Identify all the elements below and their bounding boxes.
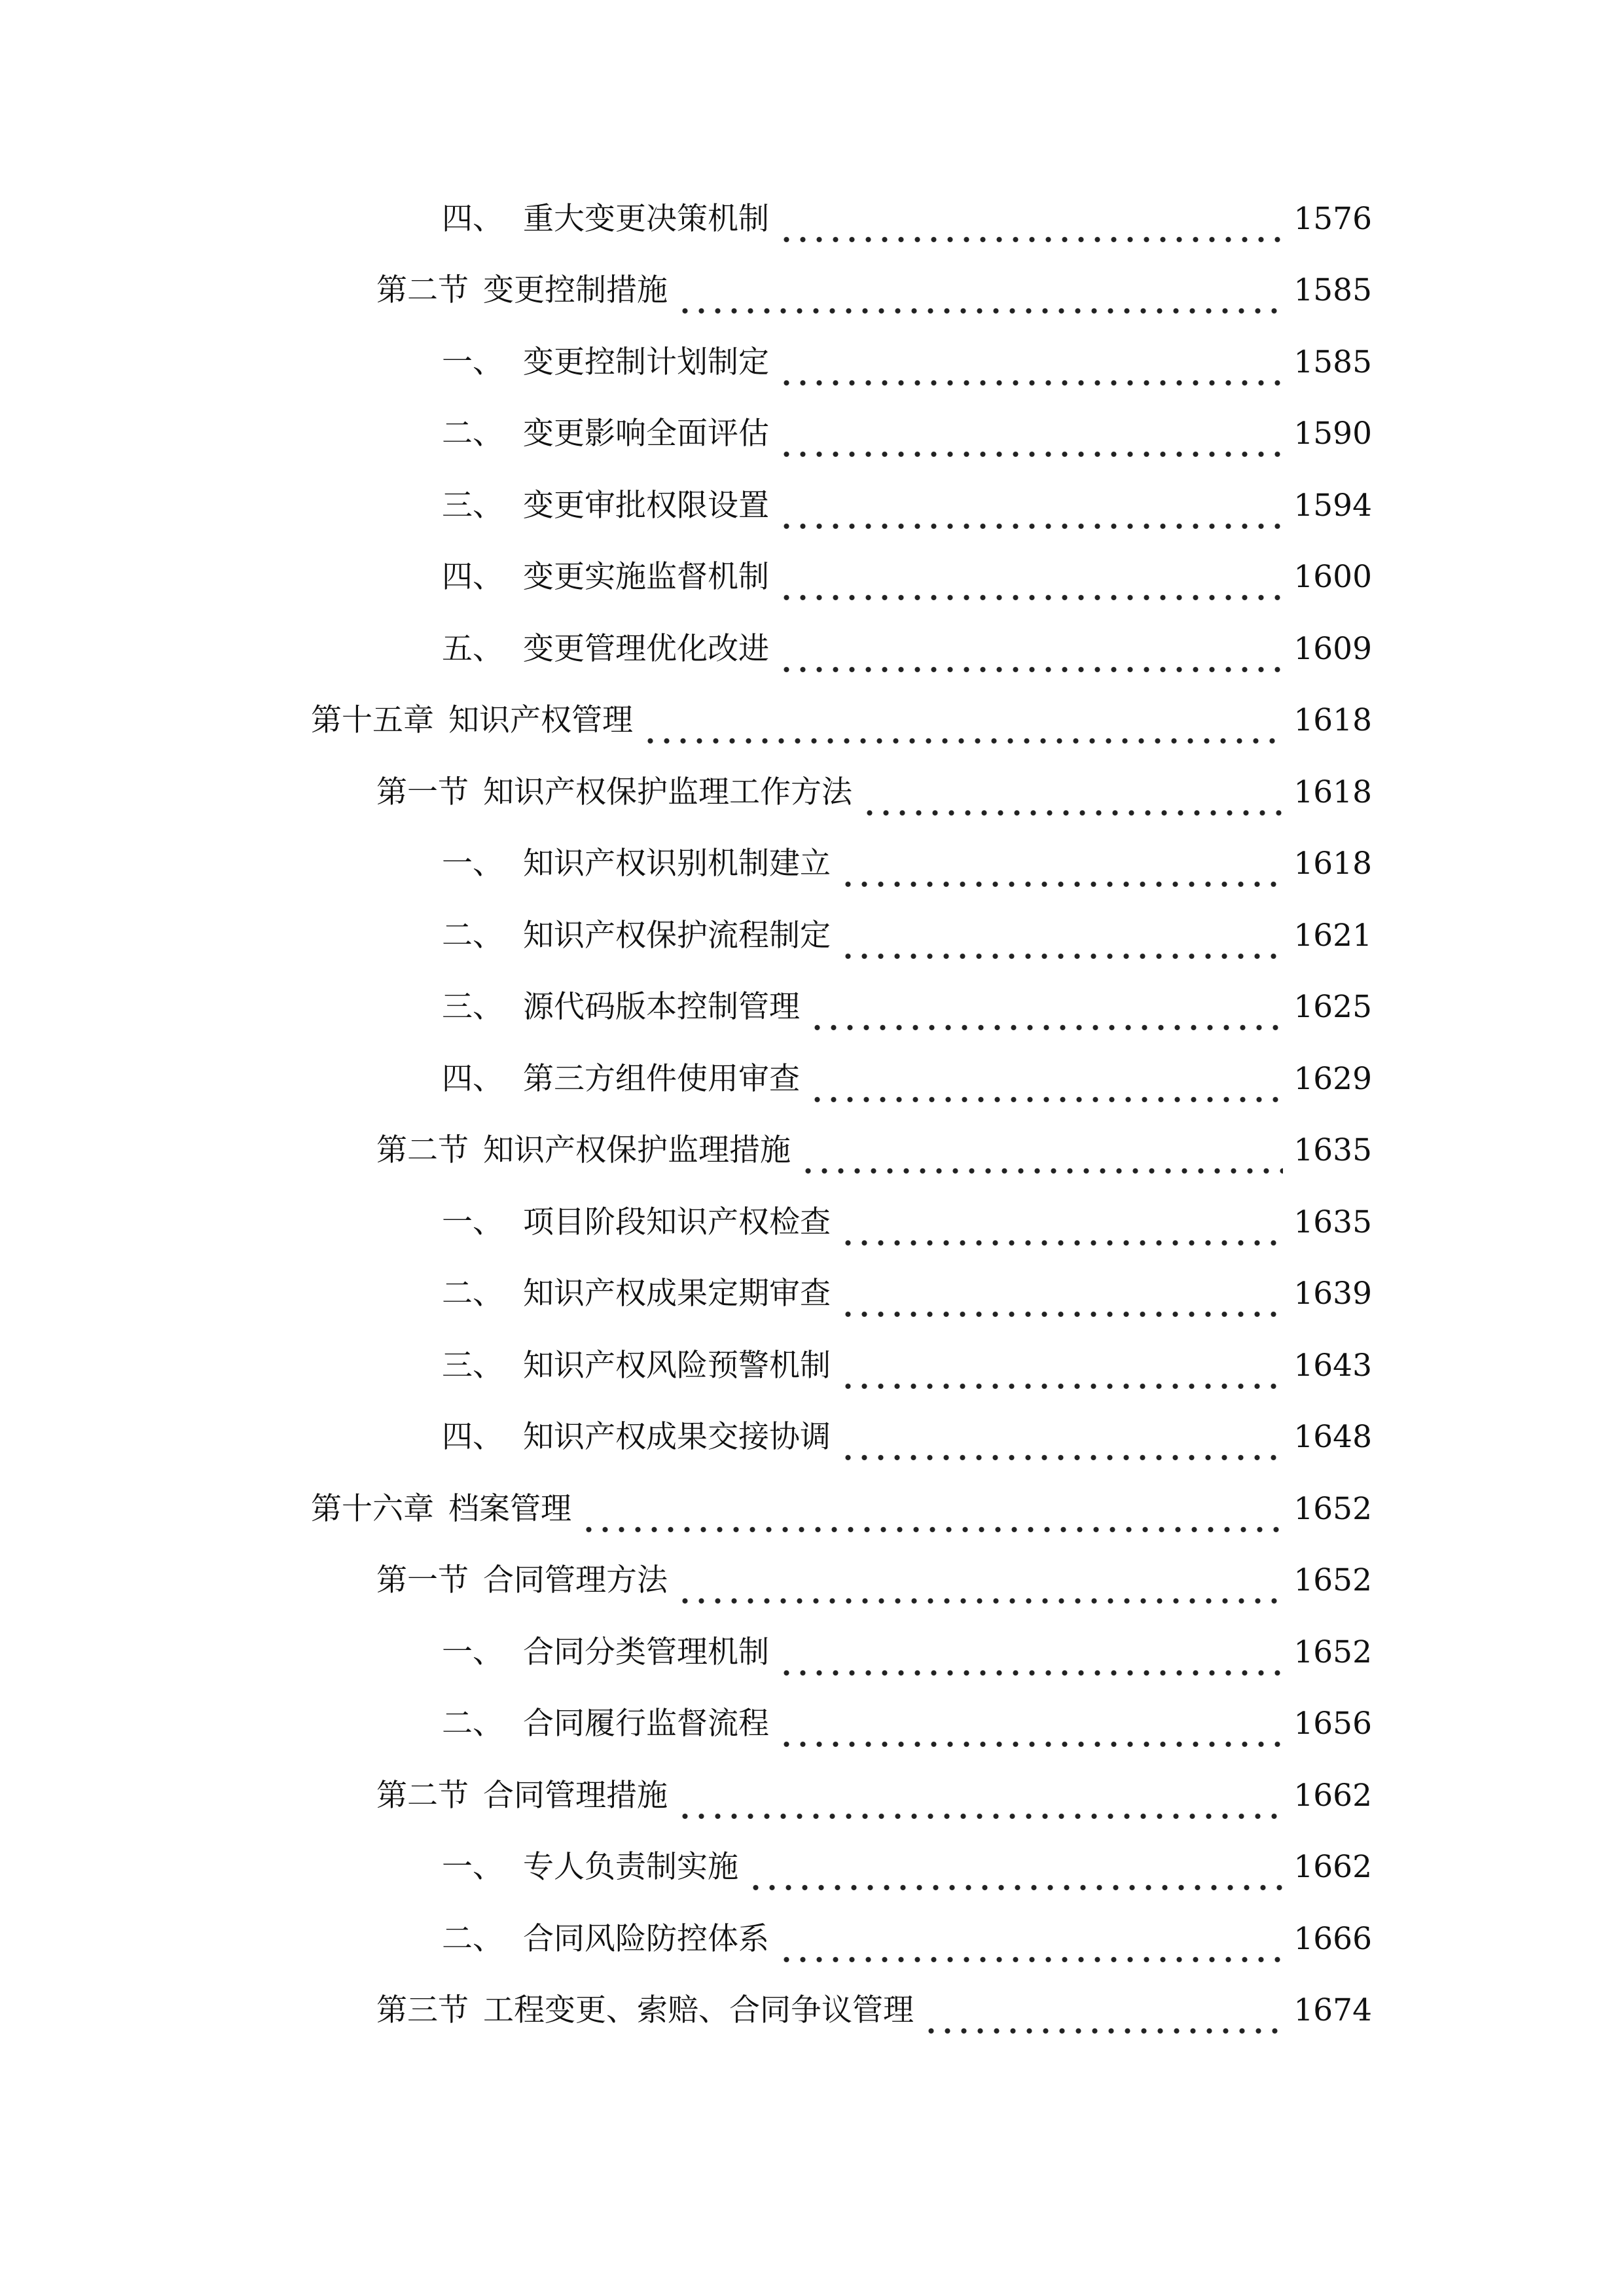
- toc-entry-page: 1635: [1293, 1132, 1372, 1168]
- toc-entry-number: 三、: [442, 989, 503, 1025]
- dot-leader: [840, 1411, 1283, 1463]
- toc-entry[interactable]: [442, 408, 1372, 460]
- toc-entry-number: 二、: [442, 918, 503, 954]
- toc-entry[interactable]: [376, 1554, 1372, 1607]
- toc-entry-number: 第一节: [376, 774, 469, 810]
- toc-entry[interactable]: [442, 1841, 1372, 1893]
- toc-entry[interactable]: [311, 694, 1372, 747]
- toc-entry-title: 合同管理措施: [483, 1778, 668, 1814]
- toc-entry-title: 项目阶段知识产权检查: [523, 1204, 831, 1240]
- toc-entry-number: 二、: [442, 416, 503, 452]
- toc-entry[interactable]: [442, 480, 1372, 532]
- toc-entry[interactable]: [442, 1268, 1372, 1320]
- dot-leader: [778, 1913, 1283, 1965]
- toc-entry-page: 1652: [1293, 1491, 1372, 1527]
- toc-entry[interactable]: [376, 1770, 1372, 1822]
- toc-entry-title: 变更控制措施: [483, 272, 668, 308]
- toc-entry-number: 一、: [442, 1634, 503, 1670]
- toc-entry-title: 专人负责制实施: [523, 1849, 738, 1885]
- toc-entry-page: 1656: [1293, 1706, 1372, 1742]
- toc-entry-number: 二、: [442, 1921, 503, 1957]
- dot-leader: [778, 193, 1283, 245]
- toc-entry-number: 五、: [442, 631, 503, 667]
- toc-entry-number: 四、: [442, 201, 503, 237]
- toc-entry-page: 1600: [1293, 559, 1372, 595]
- toc-entry-page: 1652: [1293, 1562, 1372, 1598]
- toc-entry-number: 第二节: [376, 1778, 469, 1814]
- dot-leader: [677, 1554, 1283, 1607]
- toc-entry-page: 1652: [1293, 1634, 1372, 1670]
- dot-leader: [778, 480, 1283, 532]
- toc-entry-page: 1621: [1293, 918, 1372, 954]
- dot-leader: [778, 408, 1283, 460]
- toc-entry[interactable]: [442, 623, 1372, 675]
- toc-entry[interactable]: [376, 766, 1372, 819]
- toc-entry-number: 一、: [442, 1849, 503, 1885]
- toc-entry-number: 四、: [442, 1061, 503, 1097]
- toc-entry-number: 一、: [442, 846, 503, 882]
- toc-entry[interactable]: [442, 336, 1372, 389]
- toc-entry-title: 变更控制计划制定: [523, 344, 769, 380]
- toc-entry-title: 工程变更、索赔、合同争议管理: [483, 1992, 914, 2028]
- toc-entry-page: 1594: [1293, 488, 1372, 524]
- dot-leader: [778, 336, 1283, 389]
- dot-leader: [677, 264, 1283, 317]
- toc-entry-page: 1662: [1293, 1778, 1372, 1814]
- dot-leader: [778, 551, 1283, 603]
- toc-entry-number: 第二节: [376, 272, 469, 308]
- toc-entry-number: 第三节: [376, 1992, 469, 2028]
- toc-entry-number: 一、: [442, 1204, 503, 1240]
- toc-entry-page: 1629: [1293, 1061, 1372, 1097]
- toc-entry-page: 1674: [1293, 1992, 1372, 2028]
- toc-entry-number: 三、: [442, 488, 503, 524]
- toc-entry[interactable]: [442, 1196, 1372, 1249]
- toc-entry-number: 四、: [442, 559, 503, 595]
- toc-entry[interactable]: [442, 551, 1372, 603]
- toc-entry-page: 1618: [1293, 774, 1372, 810]
- toc-entry-title: 知识产权管理: [448, 702, 633, 738]
- toc-entry-title: 合同管理方法: [483, 1562, 668, 1598]
- dot-leader: [809, 1053, 1283, 1105]
- toc-entry-page: 1639: [1293, 1276, 1372, 1312]
- toc-entry-page: 1576: [1293, 201, 1372, 237]
- toc-entry-title: 变更影响全面评估: [523, 416, 769, 452]
- dot-leader: [809, 981, 1283, 1033]
- toc-entry-page: 1625: [1293, 989, 1372, 1025]
- toc-entry-title: 知识产权风险预警机制: [523, 1348, 831, 1384]
- toc-entry-title: 档案管理: [448, 1491, 571, 1527]
- toc-entry-title: 合同履行监督流程: [523, 1706, 769, 1742]
- toc-entry[interactable]: [442, 981, 1372, 1033]
- toc-entry-title: 变更实施监督机制: [523, 559, 769, 595]
- toc-entry-number: 一、: [442, 344, 503, 380]
- dot-leader: [840, 1340, 1283, 1392]
- toc-entry-title: 知识产权识别机制建立: [523, 846, 831, 882]
- dot-leader: [923, 1984, 1283, 2037]
- toc-entry-title: 知识产权保护监理措施: [483, 1132, 791, 1168]
- dot-leader: [677, 1770, 1283, 1822]
- toc-entry-title: 第三方组件使用审查: [523, 1061, 800, 1097]
- toc-entry-number: 二、: [442, 1706, 503, 1742]
- toc-entry-page: 1618: [1293, 846, 1372, 882]
- toc-entry[interactable]: [442, 1626, 1372, 1679]
- toc-entry-number: 三、: [442, 1348, 503, 1384]
- toc-entry-title: 源代码版本控制管理: [523, 989, 800, 1025]
- dot-leader: [840, 1196, 1283, 1249]
- toc-entry-title: 变更管理优化改进: [523, 631, 769, 667]
- dot-leader: [642, 694, 1283, 747]
- toc-entry-title: 知识产权成果定期审查: [523, 1276, 831, 1312]
- toc-entry-number: 第十五章: [311, 702, 434, 738]
- toc-entry[interactable]: [442, 1340, 1372, 1392]
- dot-leader: [840, 910, 1283, 962]
- toc-entry-page: 1585: [1293, 272, 1372, 308]
- dot-leader: [778, 623, 1283, 675]
- toc-entry-title: 知识产权保护监理工作方法: [483, 774, 852, 810]
- toc-entry[interactable]: [311, 1483, 1372, 1535]
- toc-entry-title: 知识产权成果交接协调: [523, 1419, 831, 1455]
- toc-entry-page: 1609: [1293, 631, 1372, 667]
- toc-entry-title: 知识产权保护流程制定: [523, 918, 831, 954]
- toc-entry[interactable]: [442, 910, 1372, 962]
- toc-entry-number: 第二节: [376, 1132, 469, 1168]
- toc-entry-number: 第一节: [376, 1562, 469, 1598]
- dot-leader: [581, 1483, 1283, 1535]
- toc-entry-title: 变更审批权限设置: [523, 488, 769, 524]
- toc-entry-page: 1635: [1293, 1204, 1372, 1240]
- toc-entry[interactable]: [442, 1913, 1372, 1965]
- toc-entry-number: 第十六章: [311, 1491, 434, 1527]
- toc-entry-number: 二、: [442, 1276, 503, 1312]
- toc-entry-title: 重大变更决策机制: [523, 201, 769, 237]
- toc-entry-page: 1648: [1293, 1419, 1372, 1455]
- dot-leader: [840, 838, 1283, 890]
- toc-entry[interactable]: [442, 1411, 1372, 1463]
- dot-leader: [800, 1124, 1283, 1177]
- toc-entry-page: 1585: [1293, 344, 1372, 380]
- toc-entry-title: 合同风险防控体系: [523, 1921, 769, 1957]
- toc-entry[interactable]: [442, 1053, 1372, 1105]
- toc-entry[interactable]: [376, 264, 1372, 317]
- toc-entry[interactable]: [442, 193, 1372, 245]
- toc-entry[interactable]: [442, 1698, 1372, 1750]
- dot-leader: [748, 1841, 1283, 1893]
- toc-entry-page: 1666: [1293, 1921, 1372, 1957]
- toc-entry[interactable]: [442, 838, 1372, 890]
- toc-entry-page: 1662: [1293, 1849, 1372, 1885]
- dot-leader: [778, 1626, 1283, 1679]
- dot-leader: [840, 1268, 1283, 1320]
- dot-leader: [778, 1698, 1283, 1750]
- toc-entry[interactable]: [376, 1124, 1372, 1177]
- toc-entry-title: 合同分类管理机制: [523, 1634, 769, 1670]
- dot-leader: [861, 766, 1283, 819]
- toc-entry-page: 1618: [1293, 702, 1372, 738]
- toc-entry-page: 1590: [1293, 416, 1372, 452]
- toc-entry-number: 四、: [442, 1419, 503, 1455]
- toc-entry-page: 1643: [1293, 1348, 1372, 1384]
- toc-entry[interactable]: [376, 1984, 1372, 2037]
